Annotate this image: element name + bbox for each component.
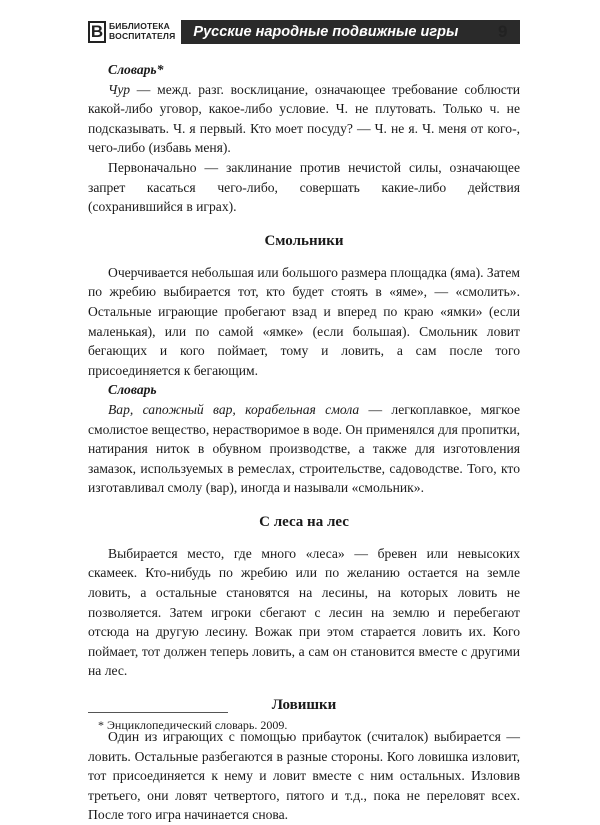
dictionary-term: Вар, сапожный вар, корабельная смола	[108, 401, 360, 417]
dictionary-entry-var	[88, 400, 520, 498]
dictionary-entry-chur	[88, 80, 520, 158]
footnote: * Энциклопедический словарь. 2009.	[98, 718, 288, 732]
dictionary-label: Словарь	[108, 382, 157, 398]
page-body	[88, 60, 520, 825]
series-name-line2: ВОСПИТАТЕЛЯ	[109, 31, 176, 41]
page-number: 9	[498, 22, 508, 41]
series-name	[109, 21, 175, 46]
section-paragraph: Один из играющих с помощью прибауток (считалок) выбирается — ловить. Остальные разбегаются в разные стороны. Кого ловишка изловит, тот присоединяется к нему и ловит вместе с ним остальных. Изловив третьего, они ловят четвертого, пятого и т.д., пока не переловят всех. После того игра начинается снова.	[88, 729, 520, 823]
dictionary-label: Словарь*	[108, 62, 164, 77]
dictionary-definition: — легкоплавкое, мягкое смолистое вещество, нерастворимое в воде. Он применялся для пропитки, натирания ниток в обувном производстве, а также для изготовления замазок, используемых в ремеслах, строительстве, садоводстве. Того, кто изготавливал смолу (вар), иногда и называли «смольник».	[88, 401, 520, 496]
section-paragraph: Очерчивается небольшая или большого размера площадка (яма). Затем по жребию выбирается тот, кто будет стоять в «яме», — «смолить». Остальные играющие пробегают взад и вперед по краю «ямки» (если маленькая), или по самой «ямке» (если большая). Смольник ловит бегающих и кого поймает, тому и ловить, а сам после того присоединяется к бегающим.	[88, 264, 520, 378]
dictionary-definition: — межд. разг. восклицание, означающее требование соблюсти какой-либо уговор, какое-либо условие. Ч. не плутовать. Только ч. не подсказывать. Ч. я первый. Кто моет посуду? — Ч. не я. Ч. меня от кого-, чего-либо (избавь меня).	[88, 81, 520, 156]
section-title: С леса на лес	[259, 513, 349, 530]
series-logo: В	[88, 21, 106, 43]
dictionary-entry-note: Первоначально — заклинание против нечистой силы, означающее запрет касаться чего-либо, совершать какие-либо действия (сохранившийся в играх).	[88, 159, 520, 215]
footnote-divider	[88, 712, 228, 713]
section-title: Смольники	[264, 232, 344, 249]
book-title: Русские народные подвижные игры	[181, 20, 520, 44]
section-title: Ловишки	[271, 697, 337, 714]
page-header	[88, 18, 520, 46]
section-paragraph: Выбирается место, где много «леса» — бревен или невысоких скамеек. Кто-нибудь по жребию или по желанию остается на земле ловить, а остальные становятся на лесины, на которых ловить не позволяется. Затем игроки сбегают с лесин на землю и перебегают отсюда на другую лесину. Вожак при этом старается ловить их. Кого поймает, тот должен теперь ловить, а сам он становится вместе с другими на лес.	[88, 545, 520, 679]
series-name-line1: БИБЛИОТЕКА	[109, 21, 170, 31]
dictionary-term: Чур	[108, 81, 131, 97]
